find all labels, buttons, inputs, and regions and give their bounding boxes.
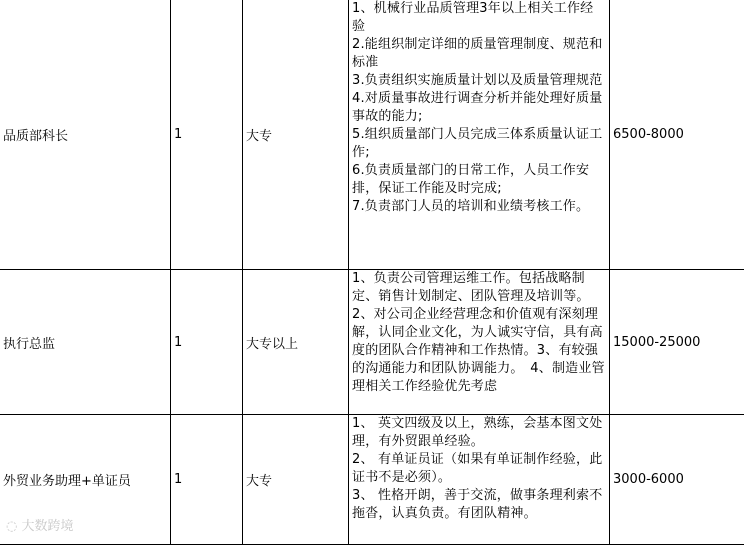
count-cell: 1 — [171, 415, 243, 545]
requirements-cell — [349, 270, 610, 415]
requirement-line: 3.负责组织实施质量计划以及质量管理规范 — [352, 72, 606, 90]
watermark-logo-icon: ◌ — [6, 519, 17, 534]
count-cell: 1 — [171, 270, 243, 415]
watermark-text: 大数跨境 — [21, 519, 73, 534]
requirement-line: 2、 有单证员证（如果有单证制作经验，此证书不是必须）。 — [352, 451, 606, 487]
requirement-line: 2.能组织制定详细的质量管理制度、规范和标准 — [352, 36, 606, 72]
position-cell: 执行总监 — [0, 270, 171, 415]
education-cell: 大专以上 — [243, 270, 349, 415]
requirement-line: 6.负责质量部门的日常工作，人员工作安排，保证工作能及时完成; — [352, 162, 606, 198]
requirement-line: 1、负责公司管理运维工作。包括战略制定、销售计划制定、团队管理及培训等。2、对公司企业经营理念和价值观有深刻理解，认同企业文化，为人诚实守信，具有高度的团队合作精神和工作热情。3、有较强的沟通能力和团队协调能力。 4、制造业管理相关工作经验优先考虑 — [352, 270, 606, 396]
requirement-line: 5.组织质量部门人员完成三体系质量认证工作; — [352, 126, 606, 162]
requirements-cell — [349, 415, 610, 545]
requirement-line: 1、机械行业品质管理3年以上相关工作经验 — [352, 0, 606, 36]
education-cell: 大专 — [243, 415, 349, 545]
count-cell: 1 — [171, 0, 243, 270]
salary-cell: 3000-6000 — [610, 415, 744, 545]
requirements-cell — [349, 0, 610, 270]
requirement-line: 1、 英文四级及以上，熟练，会基本图文处理，有外贸跟单经验。 — [352, 415, 606, 451]
table-row — [0, 0, 744, 270]
position-cell: 品质部科长 — [0, 0, 171, 270]
table-row — [0, 270, 744, 415]
salary-cell: 6500-8000 — [610, 0, 744, 270]
education-cell: 大专 — [243, 0, 349, 270]
watermark — [6, 515, 74, 534]
position-cell: 外贸业务助理+单证员 — [0, 415, 171, 545]
table-row — [0, 415, 744, 545]
requirement-line: 4.对质量事故进行调查分析并能处理好质量事故的能力; — [352, 90, 606, 126]
salary-cell: 15000-25000 — [610, 270, 744, 415]
requirement-line: 3、 性格开朗，善于交流，做事条理利索不拖沓，认真负责。有团队精神。 — [352, 487, 606, 523]
requirement-line: 7.负责部门人员的培训和业绩考核工作。 — [352, 198, 606, 216]
